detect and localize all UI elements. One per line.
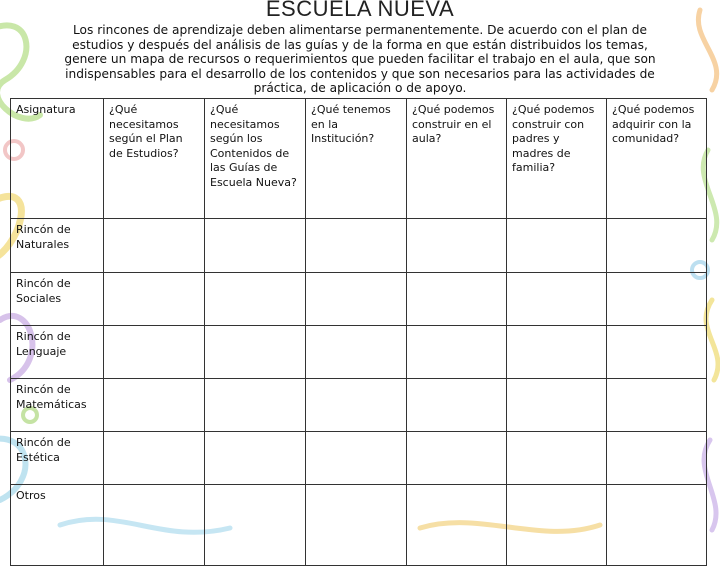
row-label: Rincón de Lenguaje xyxy=(11,326,104,379)
header-institucion: ¿Qué tenemos en la Institución? xyxy=(306,99,407,219)
table-cell xyxy=(205,432,306,485)
table-cell xyxy=(104,273,205,326)
header-padres: ¿Qué podemos construir con padres y madres de familia? xyxy=(507,99,607,219)
table-cell xyxy=(306,432,407,485)
table-row xyxy=(11,379,707,432)
table-cell xyxy=(306,219,407,273)
table-cell xyxy=(306,273,407,326)
table-cell xyxy=(407,485,507,566)
table-cell xyxy=(607,485,707,566)
table-cell xyxy=(205,485,306,566)
table-cell xyxy=(205,219,306,273)
table-cell xyxy=(306,379,407,432)
header-asignatura: Asignatura xyxy=(11,99,104,219)
table-cell xyxy=(507,485,607,566)
table-cell xyxy=(507,432,607,485)
table-cell xyxy=(306,485,407,566)
row-label: Rincón de Sociales xyxy=(11,273,104,326)
row-label: Otros xyxy=(11,485,104,566)
table-cell xyxy=(507,326,607,379)
table-row xyxy=(11,432,707,485)
table-cell xyxy=(306,326,407,379)
row-label: Rincón de Naturales xyxy=(11,219,104,273)
table-cell xyxy=(507,219,607,273)
table-cell xyxy=(407,219,507,273)
table-cell xyxy=(104,485,205,566)
table-cell xyxy=(607,379,707,432)
table-cell xyxy=(104,219,205,273)
table-cell xyxy=(507,379,607,432)
header-aula: ¿Qué podemos construir en el aula? xyxy=(407,99,507,219)
row-label: Rincón de Estética xyxy=(11,432,104,485)
table-header-row xyxy=(11,99,707,219)
header-comunidad: ¿Qué podemos adquirir con la comunidad? xyxy=(607,99,707,219)
table-cell xyxy=(407,432,507,485)
table-row xyxy=(11,273,707,326)
table-cell xyxy=(607,219,707,273)
table-cell xyxy=(407,273,507,326)
slide-title: ESCUELA NUEVA xyxy=(265,0,455,21)
table-cell xyxy=(407,326,507,379)
intro-paragraph: Los rincones de aprendizaje deben alimentarse permanentemente. De acuerdo con el plan de estudios y después del análisis de las guías y de la forma en que están distribuidos los temas, genere un mapa de recursos o requerimientos que pueden facilitar el trabajo en el aula, que son indispensables para el desarrollo de los contenidos y que son necesarios para las actividades de práctica, de aplicación o de apoyo. xyxy=(64,23,656,96)
table-row xyxy=(11,326,707,379)
table-cell xyxy=(507,273,607,326)
table-cell xyxy=(607,432,707,485)
table-cell xyxy=(407,379,507,432)
header-guias: ¿Qué necesitamos según los Contenidos de las Guías de Escuela Nueva? xyxy=(205,99,306,219)
table-cell xyxy=(607,273,707,326)
table-cell xyxy=(104,379,205,432)
header-plan-estudios: ¿Qué necesitamos según el Plan de Estudios? xyxy=(104,99,205,219)
table-cell xyxy=(104,326,205,379)
table-cell xyxy=(104,432,205,485)
table-row xyxy=(11,485,707,566)
resources-table xyxy=(10,98,707,566)
table-cell xyxy=(607,326,707,379)
table-cell xyxy=(205,273,306,326)
table-cell xyxy=(205,326,306,379)
row-label: Rincón de Matemáticas xyxy=(11,379,104,432)
table-cell xyxy=(205,379,306,432)
table-row xyxy=(11,219,707,273)
